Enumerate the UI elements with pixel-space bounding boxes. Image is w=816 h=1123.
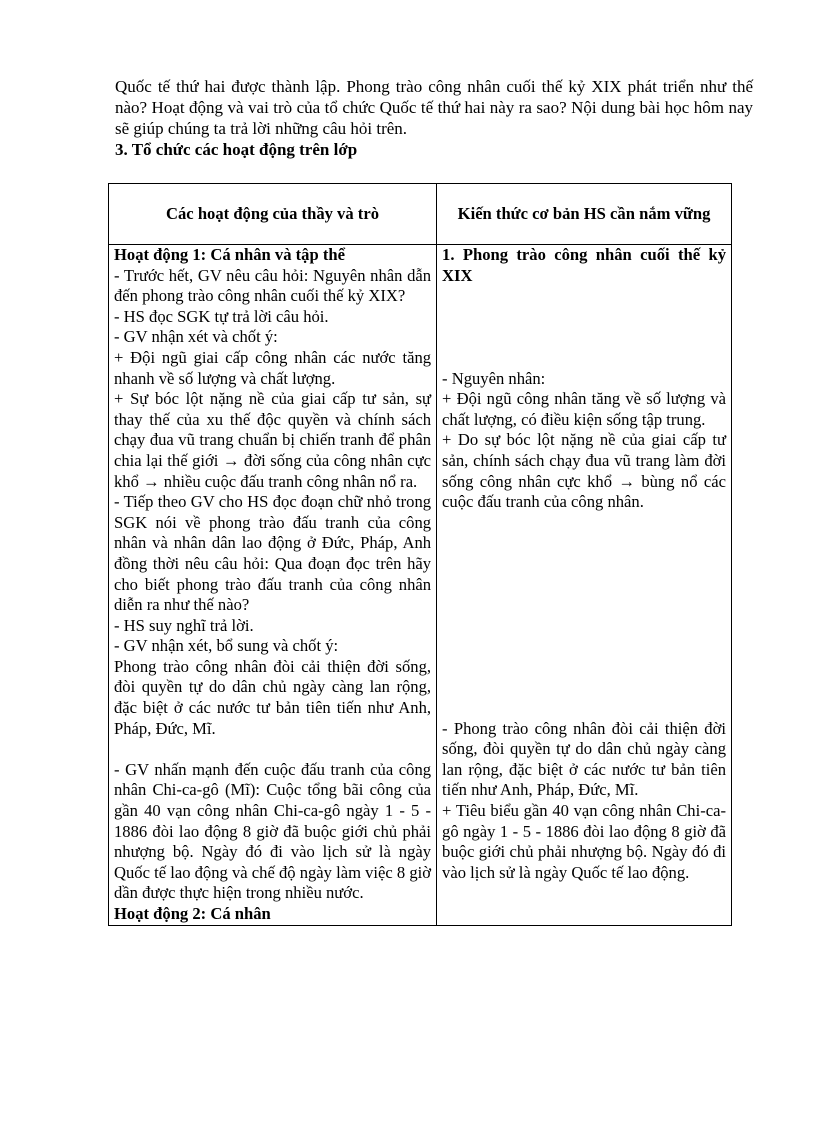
spacer [442,677,726,698]
activities-cell [109,245,437,926]
intro-block [115,76,753,160]
cell-paragraph: - Tiếp theo GV cho HS đọc đoạn chữ nhỏ trong SGK nói về phong trào đấu tranh của công nhân và nhân dân lao động ở Đức, Pháp, Anh đồng thời nêu câu hỏi: Qua đoạn đọc trên hãy cho biết phong trào đấu tranh của công nhân diễn ra như thế nào? [114,492,432,615]
cell-paragraph: - GV nhận xét và chốt ý: [114,327,278,347]
spacer [442,698,726,719]
cell-paragraph: + Tiêu biểu gần 40 vạn công nhân Chi-ca-gô ngày 1 - 5 - 1886 đòi lao động 8 giờ đã buộc giới chủ phải nhượng bộ. Ngày đó đi vào lịch sử là ngày Quốc tế lao động. [442,801,726,882]
cell-paragraph: - Nguyên nhân: [442,368,546,388]
spacer [114,739,431,760]
spacer [442,286,726,307]
cell-paragraph: - HS suy nghĩ trả lời. [114,615,254,635]
knowledge-cell [437,245,732,926]
spacer [442,616,726,637]
cell-paragraph: Hoạt động 1: Cá nhân và tập thể [114,245,345,264]
spacer [442,327,726,348]
cell-paragraph: - GV nhấn mạnh đến cuộc đấu tranh của công nhân Chi-ca-gô (Mĩ): Cuộc tổng bãi công của gần 40 vạn công nhân Chi-ca-gô ngày 1 - 5 - 1886 đòi lao động 8 giờ đã buộc giới chủ phải nhượng bộ. Ngày đó đi vào lịch sử là ngày Quốc tế lao động và chế độ ngày làm việc 8 giờ dần được thực hiện trong nhiều nước. [114,759,432,903]
spacer [442,513,726,534]
table-row [109,245,732,926]
section-title: 3. Tổ chức các hoạt động trên lớp [115,140,358,159]
document-page [115,76,753,160]
cell-paragraph: Phong trào công nhân đòi cải thiện đời sống, đòi quyền tự do dân chủ ngày càng lan rộng, đặc biệt ở các nước tư bản tiên tiến như Anh, Pháp, Đức, Mĩ. [114,656,432,738]
spacer [442,348,726,369]
spacer [442,595,726,616]
lesson-table [108,183,732,926]
spacer [442,636,726,657]
intro-paragraph: Quốc tế thứ hai được thành lập. Phong trào công nhân cuối thế kỷ XIX phát triển như thế nào? Hoạt động và vai trò của tổ chức Quốc tế thứ hai này ra sao? Nội dung bài học hôm nay sẽ giúp chúng ta trả lời những câu hỏi trên. [115,77,753,138]
spacer [442,307,726,328]
cell-paragraph: - HS đọc SGK tự trả lời câu hỏi. [114,306,329,326]
header-activities: Các hoạt động của thầy và trò [109,184,437,245]
table-header-row [109,184,732,245]
spacer [442,575,726,596]
header-knowledge: Kiến thức cơ bản HS cần nắm vững [437,184,732,245]
cell-paragraph: + Do sự bóc lột nặng nề của giai cấp tư sản, chính sách chạy đua vũ trang làm đời sống công nhân cực khổ → bùng nổ các cuộc đấu tranh của công nhân. [442,430,726,512]
spacer [442,554,726,575]
spacer [442,533,726,554]
cell-paragraph: 1. Phong trào công nhân cuối thế kỷ XIX [442,245,726,285]
cell-paragraph: + Sự bóc lột nặng nề của giai cấp tư sản, sự thay thế của xu thế độc quyền và chính sách chạy đua vũ trang chuẩn bị chiến tranh để phân chia lại thế giới → đời sống của công nhân cực khổ → nhiều cuộc đấu tranh công nhân nổ ra. [114,389,432,491]
cell-paragraph: - GV nhận xét, bổ sung và chốt ý: [114,636,339,656]
spacer [442,657,726,678]
cell-paragraph: + Đội ngũ giai cấp công nhân các nước tăng nhanh về số lượng và chất lượng. [114,347,432,388]
cell-paragraph: - Phong trào công nhân đòi cải thiện đời sống, đòi quyền tự do dân chủ ngày càng lan rộng, đặc biệt ở các nước tư bản tiên tiến như Anh, Pháp, Đức, Mĩ. [442,718,726,800]
cell-paragraph: + Đội ngũ công nhân tăng về số lượng và chất lượng, có điều kiện sống tập trung. [442,389,726,429]
cell-paragraph: Hoạt động 2: Cá nhân [114,904,271,923]
cell-paragraph: - Trước hết, GV nêu câu hỏi: Nguyên nhân dẫn đến phong trào công nhân cuối thế kỷ XIX? [114,265,432,306]
